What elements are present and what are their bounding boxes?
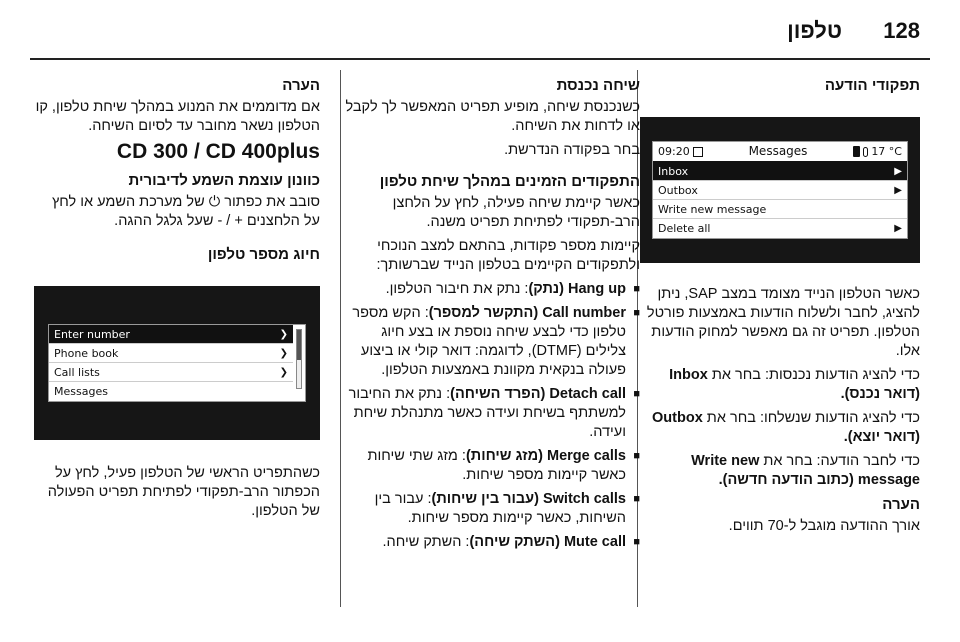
chevron-right-icon: ❯ — [279, 366, 288, 378]
paragraph-select-command: בחר בפקודה הנדרשת. — [504, 142, 640, 158]
note-heading: הערה — [282, 77, 320, 94]
screen-time: 09:20 — [658, 145, 690, 158]
page-number: 128 — [883, 18, 920, 43]
paragraph-commands: קיימות מספר פקודות, בהתאם למצב הנוכחי ולתפקודים הקיימים בטלפון הנייד שברשותך: — [376, 238, 640, 273]
paragraph-volume: סובב את כפתור ⏻ של מערכת השמע או לחץ על הלחצנים + / - שעל גלגל ההגה. — [51, 194, 320, 229]
call-commands-list — [340, 280, 640, 552]
phone-menu-screen-figure — [34, 286, 320, 440]
section-heading-call-functions: התפקודים הזמינים במהלך שיחת טלפון — [379, 173, 640, 190]
note-text: אורך ההודעה מוגבל ל-70 תווים. — [728, 518, 920, 534]
header-divider — [30, 58, 930, 60]
paragraph-inbox: כדי להציג הודעות נכנסות: בחר את Inbox (דואר נכנס). — [669, 367, 920, 402]
menu-item-outbox[interactable]: Outbox ▶ — [653, 181, 907, 200]
list-item: ■ Switch calls (עבור בין שיחות): עבור בין השיחות, כאשר קיימות מספר שיחות. — [340, 490, 640, 528]
menu-item-call-lists[interactable]: Call lists ❯ — [49, 363, 293, 382]
phone-menu-screen — [48, 324, 306, 402]
left-column — [34, 76, 320, 526]
paragraph-write-message: כדי לחבר הודעה: בחר את Write new message (כתוב הודעה חדשה). — [691, 453, 920, 488]
message-status-icon — [693, 147, 703, 157]
section-heading-dial: חיוג מספר טלפון — [207, 246, 320, 263]
section-heading-volume: כוונון עוצמת השמע לדיבורית — [128, 172, 320, 189]
paragraph-active-call: כאשר קיימת שיחה פעילה, לחץ על הלחצן הרב-תפקודי לפתיחת תפריט משנה. — [392, 195, 640, 230]
paragraph-incoming: כשנכנסת שיחה, מופיע תפריט המאפשר לך לקבל או לדחות את השיחה. — [345, 99, 640, 134]
paragraph-phone-menu: כשהתפריט הראשי של הטלפון פעיל, לחץ על הכפתור הרב-תפקודי לפתיחת תפריט הפעולה של הטלפון. — [47, 465, 320, 519]
menu-item-enter-number[interactable]: Enter number ❯ — [49, 325, 293, 344]
scrollbar[interactable] — [296, 329, 302, 389]
note-text: אם מדוממים את המנוע במהלך שיחת טלפון, קו הטלפון נשאר מחובר עד לסיום השיחה. — [35, 99, 320, 134]
screen-title: Messages — [748, 144, 808, 158]
list-item: ■ Hang up (נתק): נתק את חיבור הטלפון. — [340, 280, 640, 299]
note-heading: הערה — [882, 496, 920, 513]
list-item: ■ Detach call (הפרד השיחה): נתק את החיבור למשתתף בשיחת ועידה כאשר מתנהלת שיחת ועידה. — [340, 385, 640, 442]
menu-item-messages[interactable]: Messages — [54, 385, 108, 398]
list-item: ■ Mute call (השתק שיחה): השתק שיחה. — [340, 533, 640, 552]
screen-temperature: 17 °C — [871, 145, 902, 158]
list-item: ■ Merge calls (מזג שיחות): מזג שתי שיחות כאשר קיימות מספר שיחות. — [340, 447, 640, 485]
messages-screen-figure — [640, 117, 920, 263]
chevron-right-icon: ❯ — [279, 328, 288, 340]
page-title: טלפון — [787, 18, 842, 43]
messages-screen — [652, 141, 908, 239]
chevron-right-icon: ❯ — [279, 347, 288, 359]
section-heading-incoming-call: שיחה נכנסת — [556, 77, 640, 94]
model-heading: CD 300 / CD 400plus — [116, 140, 320, 163]
play-arrow-icon: ▶ — [894, 165, 902, 177]
menu-item-write-new-message[interactable]: Write new message — [653, 200, 907, 219]
page-header — [0, 0, 960, 62]
play-arrow-icon: ▶ — [894, 184, 902, 196]
section-heading-messages: תפקודי הודעה — [824, 77, 920, 94]
right-column — [640, 76, 920, 541]
thermometer-icon — [863, 147, 868, 157]
phone-menu-list — [49, 325, 305, 401]
menu-item-delete-all[interactable]: Delete all ▶ — [653, 219, 907, 238]
paragraph-outbox: כדי להציג הודעות שנשלחו: בחר את Outbox (דואר יוצא). — [652, 410, 920, 445]
play-arrow-icon: ▶ — [894, 223, 902, 234]
menu-item-inbox[interactable]: Inbox ▶ — [653, 162, 907, 181]
phone-icon — [853, 146, 860, 157]
screen-menu-list — [653, 162, 907, 238]
paragraph-sap: כאשר הטלפון הנייד מצומד במצב SAP, ניתן להציג, לחבר ולשלוח הודעות באמצעות פורטל הטלפון. תפריט זה גם מאפשר למחוק הודעות אלו. — [646, 286, 920, 359]
screen-header — [653, 142, 907, 162]
menu-item-phone-book[interactable]: Phone book ❯ — [49, 344, 293, 363]
list-item: ■ Call number (התקשר למספר): הקש מספר טלפון כדי לבצע שיחה נוספת או בצע חיוג צלילים (DTMF), לדוגמה: דואר קולי או ביצוע פעולה בנקאית מקוונת באמצעות הטלפון. — [340, 304, 640, 380]
middle-column — [340, 76, 640, 557]
